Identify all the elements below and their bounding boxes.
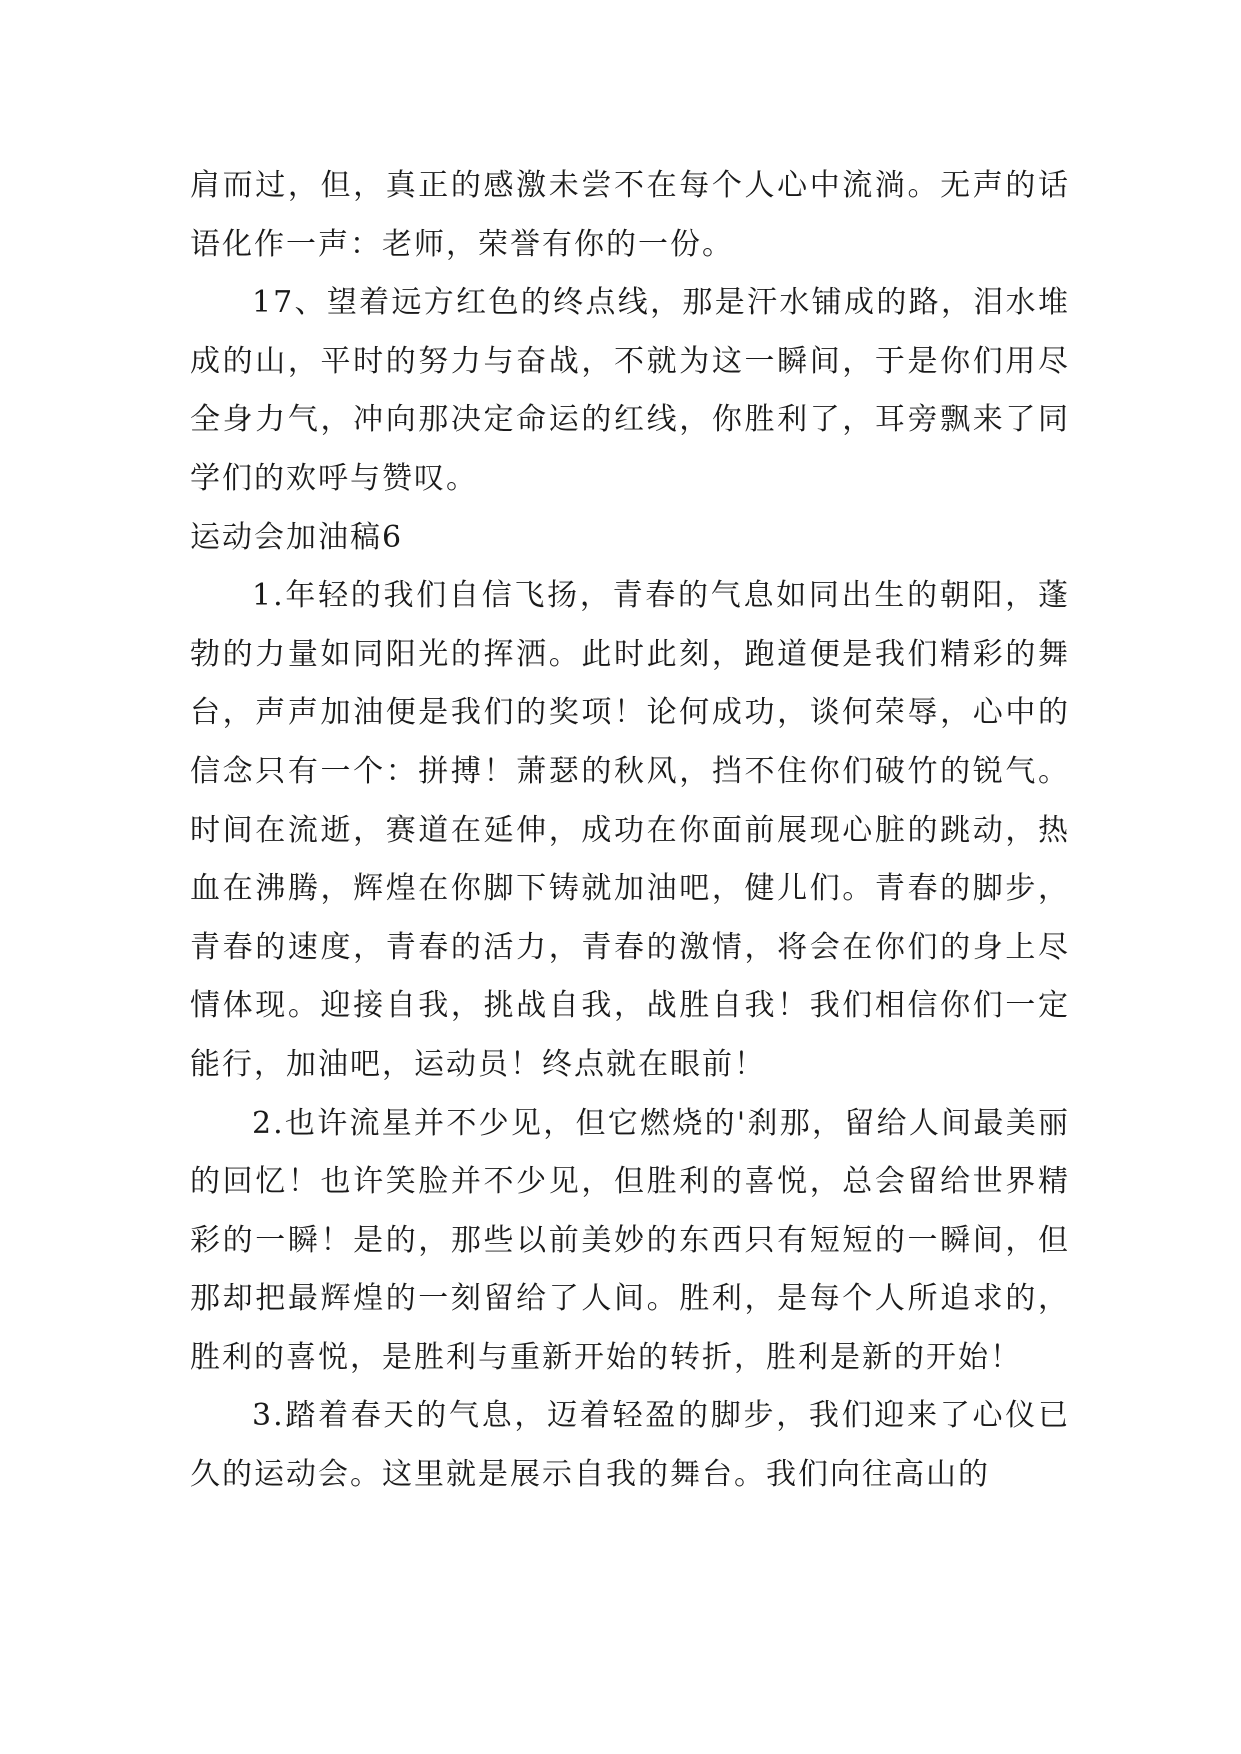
paragraph-continuation: 肩而过，但，真正的感激未尝不在每个人心中流淌。无声的话语化作一声：老师，荣誉有你的一份。 <box>190 168 1070 262</box>
paragraph-item-3: 3.踏着春天的气息，迈着轻盈的脚步，我们迎来了心仪已久的运动会。这里就是展示自我的舞台。我们向往高山的 <box>190 1398 1070 1493</box>
paragraph-item-17: 17、望着远方红色的终点线，那是汗水铺成的路，泪水堆成的山，平时的努力与奋战，不就为这一瞬间，于是你们用尽全身力气，冲向那决定命运的红线，你胜利了，耳旁飘来了同学们的欢呼与赞叹。 <box>190 285 1070 496</box>
document-body <box>190 157 1070 1505</box>
section-heading: 运动会加油稿6 <box>190 519 404 555</box>
paragraph-item-1: 1.年轻的我们自信飞扬，青春的气息如同出生的朝阳，蓬勃的力量如同阳光的挥洒。此时此刻，跑道便是我们精彩的舞台，声声加油便是我们的奖项！论何成功，谈何荣辱，心中的信念只有一个：拼搏！萧瑟的秋风，挡不住你们破竹的锐气。时间在流逝，赛道在延伸，成功在你面前展现心脏的跳动，热血在沸腾，辉煌在你脚下铸就加油吧，健儿们。青春的脚步，青春的速度，青春的活力，青春的激情，将会在你们的身上尽情体现。迎接自我，挑战自我，战胜自我！我们相信你们一定能行，加油吧，运动员！终点就在眼前！ <box>190 578 1070 1082</box>
paragraph-item-2: 2.也许流星并不少见，但它燃烧的'刹那，留给人间最美丽的回忆！也许笑脸并不少见，但胜利的喜悦，总会留给世界精彩的一瞬！是的，那些以前美妙的东西只有短短的一瞬间，但那却把最辉煌的一刻留给了人间。胜利，是每个人所追求的，胜利的喜悦，是胜利与重新开始的转折，胜利是新的开始！ <box>190 1105 1070 1375</box>
